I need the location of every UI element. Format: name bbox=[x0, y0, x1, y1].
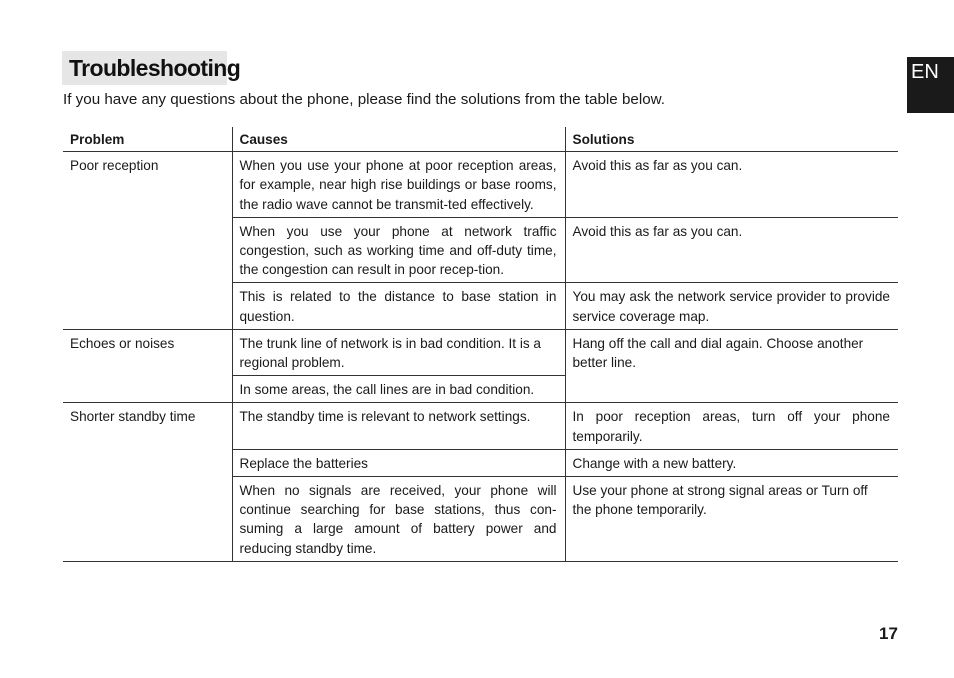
solution-cell: Avoid this as far as you can. bbox=[565, 152, 898, 218]
solution-cell: Avoid this as far as you can. bbox=[565, 217, 898, 283]
page-title: Troubleshooting bbox=[69, 54, 241, 81]
table-row bbox=[63, 403, 898, 449]
solution-cell: Use your phone at strong signal areas or Turn off the phone temporarily. bbox=[565, 477, 898, 562]
cause-cell: When no signals are received, your phone will continue searching for base stations, thus con-suming a large amount of battery power and reducing standby time. bbox=[232, 477, 565, 562]
problem-cell: Echoes or noises bbox=[63, 329, 232, 403]
solution-cell: You may ask the network service provider to provide service coverage map. bbox=[565, 283, 898, 329]
cause-cell: When you use your phone at network traffic congestion, such as working time and off-duty time, the congestion can result in poor recep-tion. bbox=[232, 217, 565, 283]
header-causes: Causes bbox=[232, 127, 565, 152]
header-problem: Problem bbox=[63, 127, 232, 152]
solution-cell: Change with a new battery. bbox=[565, 449, 898, 476]
problem-cell: Poor reception bbox=[63, 152, 232, 330]
intro-text: If you have any questions about the phone, please find the solutions from the table below. bbox=[63, 91, 666, 108]
cause-cell: When you use your phone at poor reception areas, for example, near high rise buildings or base rooms, the radio wave cannot be transmit-ted effectively. bbox=[232, 152, 565, 218]
table-row bbox=[63, 152, 898, 218]
cause-cell: This is related to the distance to base station in question. bbox=[232, 283, 565, 329]
problem-cell: Shorter standby time bbox=[63, 403, 232, 561]
troubleshooting-table bbox=[63, 127, 898, 562]
cause-cell: The standby time is relevant to network settings. bbox=[232, 403, 565, 449]
cause-cell: The trunk line of network is in bad condition. It is a regional problem. bbox=[232, 329, 565, 375]
cause-cell: Replace the batteries bbox=[232, 449, 565, 476]
table-row bbox=[63, 329, 898, 375]
page-title-box bbox=[62, 51, 241, 85]
header-solutions: Solutions bbox=[565, 127, 898, 152]
language-tab: EN bbox=[907, 57, 954, 113]
page-number: 17 bbox=[879, 624, 898, 643]
cause-cell: In some areas, the call lines are in bad condition. bbox=[232, 376, 565, 403]
table-header-row bbox=[63, 127, 898, 152]
solution-cell: Hang off the call and dial again. Choose another better line. bbox=[565, 329, 898, 403]
solution-cell: In poor reception areas, turn off your phone temporarily. bbox=[565, 403, 898, 449]
